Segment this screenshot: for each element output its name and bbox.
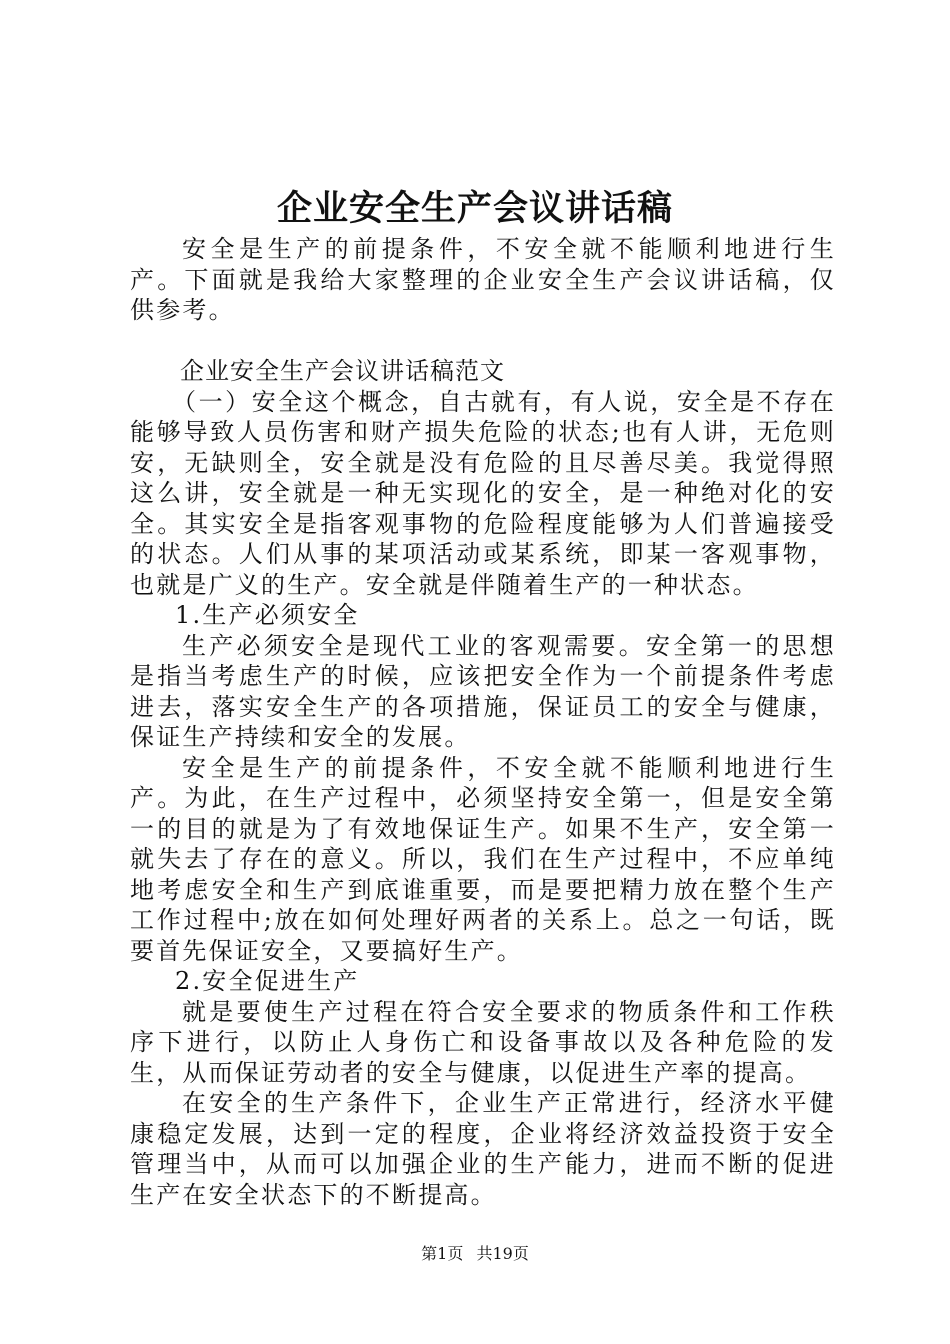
document-title: 企业安全生产会议讲话稿 — [276, 188, 673, 229]
paragraph-production-safety: 生产必须安全是现代工业的客观需要。安全第一的思想是指当考虑生产的时候，应该把安全作为一个前提条件考虑进去，落实安全生产的各项措施，保证员工的安全与健康，保证生产持续和安全的发展。 — [130, 631, 836, 751]
intro-paragraph: 安全是生产的前提条件，不安全就不能顺利地进行生产。下面就是我给大家整理的企业安全生产会议讲话稿，仅供参考。 — [130, 235, 836, 324]
section-heading-2: 2.安全促进生产 — [175, 967, 360, 995]
paragraph-promote-production: 就是要使生产过程在符合安全要求的物质条件和工作秩序下进行，以防止人身伤亡和设备事故以及各种危险的发生，从而保证劳动者的安全与健康，以促进生产率的提高。 — [130, 997, 836, 1087]
paragraph-economic-growth: 在安全的生产条件下，企业生产正常进行，经济水平健康稳定发展，达到一定的程度，企业将经济效益投资于安全管理当中，从而可以加强企业的生产能力，进而不断的促进生产在安全状态下的不断提高。 — [130, 1089, 836, 1209]
document-body — [130, 234, 836, 1210]
page-footer — [0, 1244, 950, 1264]
current-page-number: 第1页 — [421, 1244, 464, 1263]
paragraph-precondition: 安全是生产的前提条件，不安全就不能顺利地进行生产。为此，在生产过程中，必须坚持安全第一，但是安全第一的目的就是为了有效地保证生产。如果不生产，安全第一就失去了存在的意义。所以，我们在生产过程中，不应单纯地考虑安全和生产到底谁重要，而是要把精力放在整个生产工作过程中;放在如何处理好两者的关系上。总之一句话，既要首先保证安全，又要搞好生产。 — [130, 753, 836, 965]
section-heading-1: 1.生产必须安全 — [175, 601, 360, 629]
paragraph-concept: （一）安全这个概念，自古就有，有人说，安全是不存在能够导致人员伤害和财产损失危险的状态;也有人讲，无危则安，无缺则全，安全就是没有危险的且尽善尽美。我觉得照这么讲，安全就是一种无实现化的安全，是一种绝对化的安全。其实安全是指客观事物的危险程度能够为人们普遍接受的状态。人们从事的某项活动或某系统，即某一客观事物，也就是广义的生产。安全就是伴随着生产的一种状态。 — [130, 387, 836, 599]
section-subtitle: 企业安全生产会议讲话稿范文 — [180, 357, 505, 385]
total-page-count: 共19页 — [476, 1244, 529, 1263]
